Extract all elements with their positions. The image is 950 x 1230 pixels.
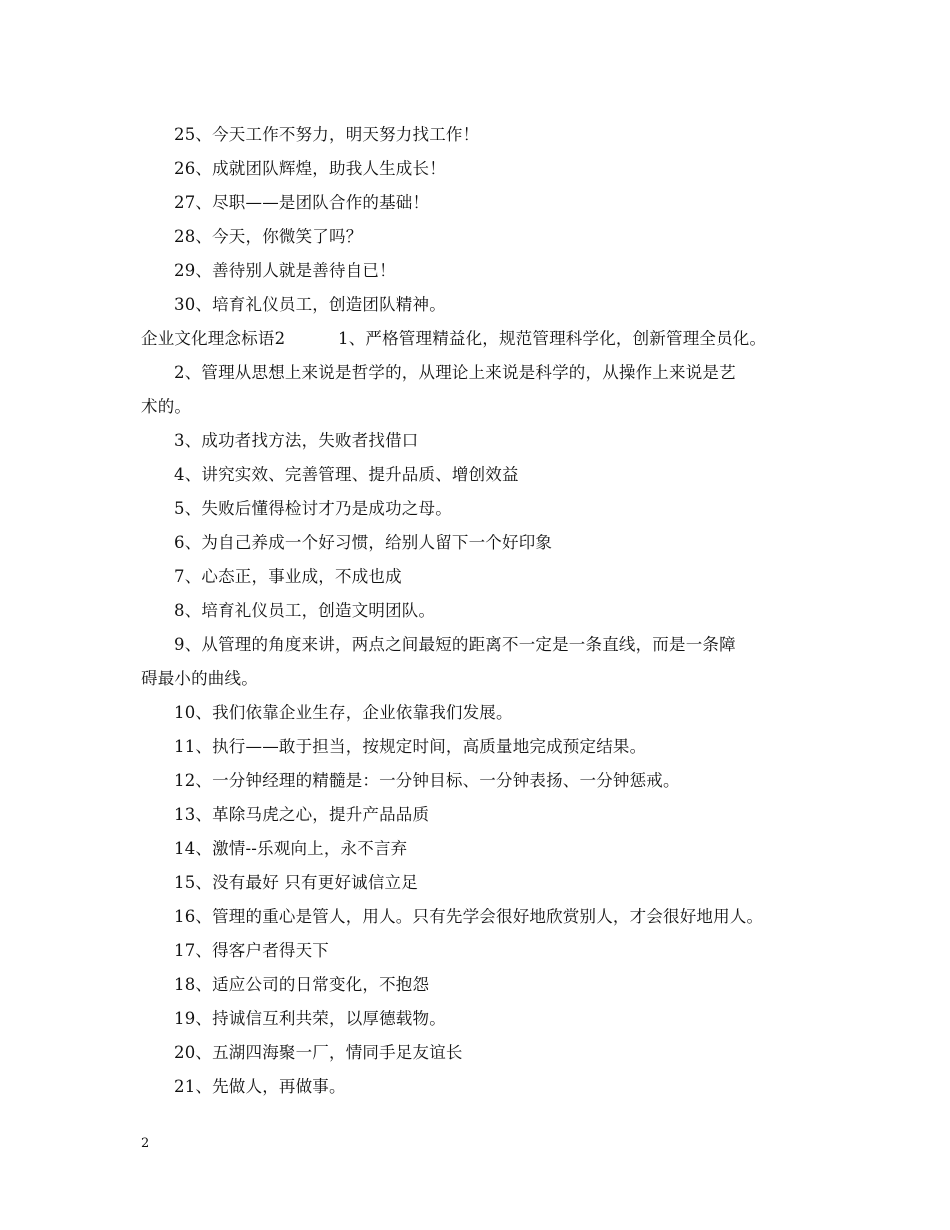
list-item: 20、五湖四海聚一厂，情同手足友谊长 <box>174 1043 463 1062</box>
list-item: 7、心态正，事业成，不成也成 <box>174 567 402 586</box>
list-item: 18、适应公司的日常变化，不抱怨 <box>174 975 430 994</box>
list-item: 1、严格管理精益化，规范管理科学化，创新管理全员化。 <box>338 329 767 348</box>
list-item: 30、培育礼仪员工，创造团队精神。 <box>174 295 446 314</box>
document-body <box>141 118 821 1104</box>
list-item: 25、今天工作不努力，明天努力找工作！ <box>174 125 480 144</box>
list-item: 14、激情--乐观向上，永不言弃 <box>174 839 408 858</box>
list-item: 13、革除马虎之心，提升产品品质 <box>174 805 430 824</box>
list-item: 21、先做人，再做事。 <box>174 1077 346 1096</box>
list-item: 29、善待别人就是善待自已！ <box>174 261 396 280</box>
list-item: 17、得客户者得天下 <box>174 941 329 960</box>
list-item: 6、为自己养成一个好习惯，给别人留下一个好印象 <box>174 533 553 552</box>
list-item: 19、持诚信互利共荣，以厚德载物。 <box>174 1009 446 1028</box>
list-item: 3、成功者找方法，失败者找借口 <box>174 431 419 450</box>
list-item: 28、今天，你微笑了吗？ <box>174 227 363 246</box>
list-item: 9、从管理的角度来讲，两点之间最短的距离不一定是一条直线，而是一条障 <box>174 635 736 654</box>
list-item: 10、我们依靠企业生存，企业依靠我们发展。 <box>174 703 513 722</box>
list-item: 15、没有最好 只有更好诚信立足 <box>174 873 418 892</box>
list-item: 27、尽职——是团队合作的基础！ <box>174 193 430 212</box>
list-item: 12、一分钟经理的精髓是：一分钟目标、一分钟表扬、一分钟惩戒。 <box>174 771 680 790</box>
list-item: 8、培育礼仪员工，创造文明团队。 <box>174 601 436 620</box>
list-item: 5、失败后懂得检讨才乃是成功之母。 <box>174 499 452 518</box>
section-heading-row <box>141 322 821 356</box>
list-item: 16、管理的重心是管人，用人。只有先学会很好地欣赏别人，才会很好地用人。 <box>174 907 764 926</box>
list-item-continuation: 术的。 <box>141 397 192 416</box>
page-number: 2 <box>141 1136 150 1151</box>
list-item: 26、成就团队辉煌，助我人生成长！ <box>174 159 446 178</box>
list-item: 2、管理从思想上来说是哲学的，从理论上来说是科学的，从操作上来说是艺 <box>174 363 736 382</box>
list-item: 4、讲究实效、完善管理、提升品质、增创效益 <box>174 465 519 484</box>
list-item-continuation: 碍最小的曲线。 <box>141 669 258 688</box>
section-heading: 企业文化理念标语2 <box>141 329 286 348</box>
list-item: 11、执行——敢于担当，按规定时间，高质量地完成预定结果。 <box>174 737 647 756</box>
